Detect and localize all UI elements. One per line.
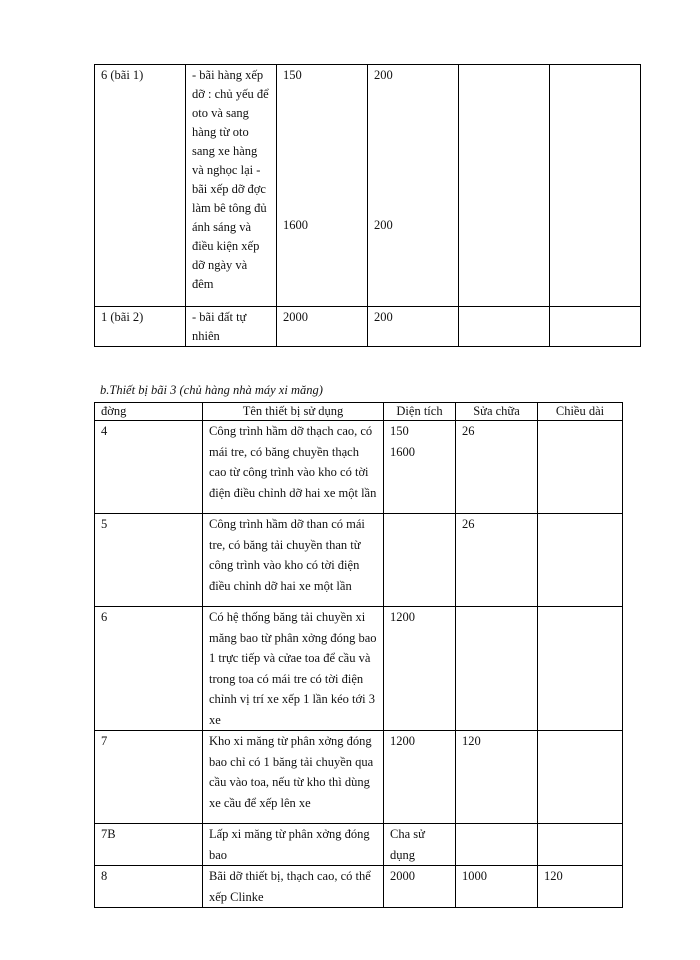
repair-cell: 26 [456, 421, 538, 514]
area-value-a: 150 [283, 68, 302, 82]
table-row [95, 307, 641, 347]
yard-number-cell: 1 (bãi 2) [95, 307, 186, 347]
table-row [95, 421, 623, 514]
repair-cell: 1000 [456, 866, 538, 908]
length-cell [538, 607, 623, 731]
yard-description-part2: bãi xếp dỡ đợc làm bê tông đủ ánh sáng và điều kiện xếp dỡ ngày và đêm [192, 182, 267, 291]
repair-cell: 120 [456, 731, 538, 824]
section-caption: b.Thiết bị bãi 3 (chủ hàng nhà máy xi măng) [100, 383, 323, 397]
repair-cell [456, 824, 538, 866]
table-row [95, 65, 641, 307]
empty-cell [550, 307, 641, 347]
length-cell: 120 [538, 866, 623, 908]
table-row [95, 866, 623, 908]
yard-description-cell [186, 65, 277, 307]
equipment-cell: Công trình hầm dỡ thạch cao, có mái tre, có băng chuyền thạch cao từ công trình vào kho có tời điện điều chỉnh dỡ hai xe một lần [203, 421, 384, 514]
empty-cell [459, 65, 550, 307]
route-cell: 6 [95, 607, 203, 731]
route-cell: 5 [95, 514, 203, 607]
yard-number-cell: 6 (bãi 1) [95, 65, 186, 307]
capacity-cell: 200 [368, 307, 459, 347]
area-cell: 1200 [384, 607, 456, 731]
capacity-value-a: 200 [374, 68, 393, 82]
capacity-value-b: 200 [374, 218, 393, 232]
length-cell [538, 731, 623, 824]
yard-description-cell: - bãi đất tự nhiên [186, 307, 277, 347]
equipment-cell: Có hệ thống băng tải chuyền xi măng bao từ phân xởng đóng bao 1 trực tiếp và cửae toa để cầu và trong toa có mái tre có tời điện chỉnh vị trí xe xếp 1 lần kéo tới 3 xe [203, 607, 384, 731]
repair-cell [456, 607, 538, 731]
equipment-cell: Kho xi măng từ phân xởng đóng bao chỉ có 1 băng tải chuyền qua cầu vào toa, nếu từ kho thì dùng xe cầu để xếp lên xe [203, 731, 384, 824]
table-equipment [94, 402, 623, 908]
area-cell: 1200 [384, 731, 456, 824]
length-cell [538, 824, 623, 866]
equipment-cell: Lấp xi măng từ phân xởng đóng bao [203, 824, 384, 866]
area-cell: 2000 [384, 866, 456, 908]
table-row [95, 824, 623, 866]
table-row [95, 731, 623, 824]
equipment-cell: Bãi dỡ thiết bị, thạch cao, có thể xếp Clinke [203, 866, 384, 908]
empty-cell [550, 65, 641, 307]
area-cell: Cha sử dụng [384, 824, 456, 866]
header-area: Diện tích [384, 403, 456, 421]
header-length: Chiều dài [538, 403, 623, 421]
table-row [95, 607, 623, 731]
route-cell: 8 [95, 866, 203, 908]
area-cell: 150 1600 [384, 421, 456, 514]
route-cell: 7 [95, 731, 203, 824]
route-cell: 4 [95, 421, 203, 514]
area-cell [277, 65, 368, 307]
table-header-row [95, 403, 623, 421]
header-route: đờng [95, 403, 203, 421]
route-cell: 7B [95, 824, 203, 866]
empty-cell [459, 307, 550, 347]
area-value-b: 1600 [283, 218, 308, 232]
area-cell: 2000 [277, 307, 368, 347]
area-cell [384, 514, 456, 607]
length-cell [538, 514, 623, 607]
repair-cell: 26 [456, 514, 538, 607]
header-repair: Sửa chữa [456, 403, 538, 421]
header-equipment: Tên thiết bị sử dụng [203, 403, 384, 421]
length-cell [538, 421, 623, 514]
table-yard-areas [94, 64, 641, 347]
yard-description-part1: - bãi hàng xếp dỡ : chủ yếu để oto và sang hàng từ oto sang xe hàng và nghọc lại - [192, 68, 269, 177]
equipment-cell: Công trình hầm dỡ than có mái tre, có băng tải chuyền than từ công trình vào kho có tời điện điều chỉnh dỡ hai xe một lần [203, 514, 384, 607]
table-row [95, 514, 623, 607]
capacity-cell [368, 65, 459, 307]
